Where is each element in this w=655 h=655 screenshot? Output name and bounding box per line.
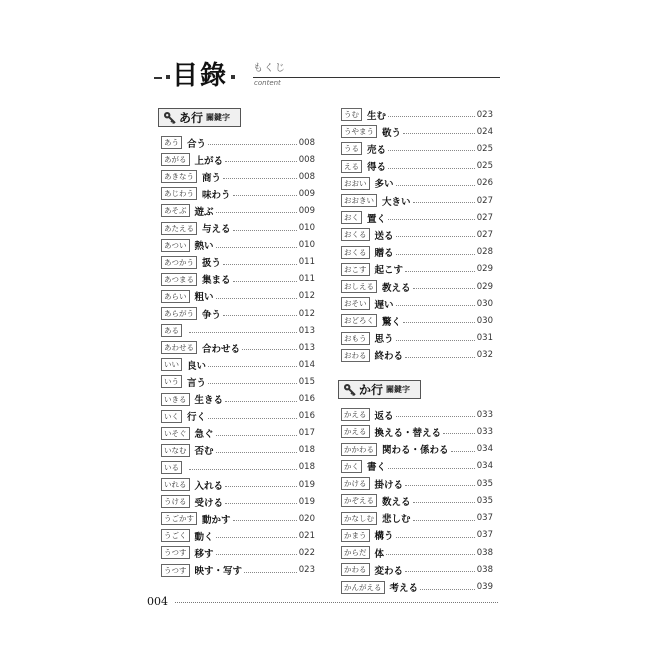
entry-reading: あじわう [161, 187, 197, 200]
entry-page: 018 [298, 462, 315, 473]
toc-entry[interactable] [341, 296, 493, 311]
entry-word: 遅い [374, 299, 394, 311]
dot-leader [208, 418, 297, 419]
entry-page: 009 [298, 205, 315, 216]
dot-leader [413, 502, 475, 503]
entry-reading: うつす [161, 564, 190, 577]
dot-leader [225, 486, 297, 487]
entry-page: 026 [476, 178, 493, 189]
toc-entry[interactable] [341, 528, 493, 543]
dot-leader [451, 451, 475, 452]
entry-word: 生きる [194, 395, 224, 406]
entry-page: 011 [298, 274, 315, 285]
entry-reading: あつまる [161, 273, 197, 286]
entry-reading: あう [161, 136, 182, 149]
entry-page: 016 [298, 411, 315, 422]
entry-word: 置く [367, 213, 387, 225]
section-label: か行 [359, 383, 384, 397]
entry-reading: からだ [341, 546, 370, 559]
entry-word: 関わる・係わる [382, 445, 449, 456]
entry-page: 009 [298, 188, 315, 199]
dot-leader [223, 178, 297, 179]
entry-word: 贈る [374, 248, 394, 260]
entry-word: 合う [187, 138, 207, 150]
entry-reading: える [341, 160, 362, 173]
dot-leader [233, 281, 297, 282]
entry-word: 返る [374, 410, 394, 422]
toc-entry[interactable] [161, 306, 315, 321]
entry-reading: いう [161, 375, 182, 388]
toc-entry[interactable] [161, 528, 315, 543]
dot-leader [216, 537, 297, 538]
entry-word: 売る [367, 144, 387, 156]
dot-leader [242, 349, 297, 350]
entry-word: 遊ぶ [194, 206, 214, 218]
entry-reading: うける [161, 495, 190, 508]
entry-word: 合わせる [202, 343, 241, 355]
entry-reading: あつかう [161, 256, 197, 269]
toc-entry[interactable] [161, 186, 315, 201]
toc-entry[interactable] [161, 203, 315, 218]
dot-leader [233, 195, 297, 196]
entry-reading: かまう [341, 529, 370, 542]
toc-entry[interactable] [161, 392, 315, 407]
entry-word: 掛ける [374, 479, 404, 491]
toc-entry[interactable] [341, 124, 493, 139]
entry-reading: かえる [341, 408, 370, 421]
entry-word: 送る [374, 230, 394, 242]
entry-page: 008 [298, 154, 315, 165]
toc-entry[interactable] [161, 221, 315, 236]
entry-page: 028 [476, 247, 493, 258]
entry-reading: おしえる [341, 280, 377, 293]
toc-entry[interactable] [341, 210, 493, 225]
header-dash [154, 77, 162, 79]
toc-entry[interactable] [341, 107, 493, 122]
toc-entry[interactable] [341, 407, 493, 422]
header-rule [253, 77, 500, 78]
dot-leader [223, 315, 297, 316]
entry-word: 味わう [202, 189, 231, 201]
dot-leader [225, 161, 297, 162]
toc-entry[interactable] [341, 159, 493, 174]
toc-entry[interactable] [341, 562, 493, 577]
dot-leader [403, 133, 475, 134]
toc-entry[interactable] [161, 460, 315, 475]
dot-leader [405, 357, 475, 358]
toc-entry[interactable] [161, 323, 315, 338]
entry-word: 生む [367, 110, 387, 122]
toc-entry[interactable] [161, 494, 315, 509]
dot-leader [396, 254, 475, 255]
toc-entry[interactable] [341, 227, 493, 242]
footer-rule [175, 602, 498, 603]
dot-leader [420, 589, 475, 590]
dot-leader [208, 366, 297, 367]
dot-leader [405, 485, 475, 486]
dot-leader [223, 264, 297, 265]
dot-leader [388, 116, 475, 117]
entry-page: 008 [298, 171, 315, 182]
dot-leader [386, 554, 475, 555]
toc-entry[interactable] [161, 255, 315, 270]
entry-page: 010 [298, 240, 315, 251]
entry-reading: あそぶ [161, 204, 190, 217]
entry-page: 037 [476, 530, 493, 541]
entry-word: 多い [374, 179, 394, 191]
entry-page: 016 [298, 394, 315, 404]
toc-entry[interactable] [341, 245, 493, 260]
toc-entry[interactable] [161, 426, 315, 441]
entry-reading: あがる [161, 153, 190, 166]
entry-word: 争う [202, 309, 222, 321]
toc-entry[interactable] [161, 563, 315, 578]
entry-page: 029 [476, 281, 493, 292]
toc-entry[interactable] [341, 193, 493, 208]
toc-entry[interactable] [161, 545, 315, 560]
entry-word: 悲しむ [382, 514, 411, 525]
dot-leader [216, 554, 297, 555]
entry-word: 移す [194, 548, 214, 560]
entry-page: 037 [476, 513, 493, 523]
toc-entry[interactable] [161, 272, 315, 287]
entry-page: 038 [476, 564, 493, 575]
dot-leader [405, 571, 475, 572]
entry-reading: かえる [341, 425, 370, 438]
toc-entry[interactable] [341, 313, 493, 328]
entry-page: 038 [476, 547, 493, 558]
entry-reading: いそぐ [161, 427, 190, 440]
entry-page: 030 [476, 298, 493, 309]
dot-leader [216, 435, 297, 436]
toc-entry[interactable] [161, 357, 315, 372]
entry-word: 得る [367, 162, 387, 174]
toc-entry[interactable] [341, 459, 493, 474]
dot-leader [396, 537, 475, 538]
entry-reading: いきる [161, 393, 190, 406]
entry-page: 033 [476, 409, 493, 420]
dot-leader [388, 468, 475, 469]
entry-page: 033 [476, 426, 493, 437]
dot-leader [216, 298, 297, 299]
dot-leader [405, 271, 475, 272]
entry-reading: かわる [341, 563, 370, 576]
entry-reading: おく [341, 211, 362, 224]
entry-word: 数える [382, 496, 411, 508]
entry-reading: ある [161, 324, 182, 337]
entry-reading: うごく [161, 529, 190, 542]
entry-reading: おどろく [341, 314, 377, 327]
dot-leader [413, 202, 475, 203]
entry-word: 敬う [382, 127, 402, 139]
key-icon [163, 111, 176, 124]
entry-reading: あたえる [161, 222, 197, 235]
entry-word: 上がる [194, 155, 224, 167]
entry-page: 039 [476, 582, 493, 592]
dot-leader [225, 503, 297, 504]
entry-page: 027 [476, 212, 493, 223]
toc-entry[interactable] [161, 511, 315, 526]
entry-page: 025 [476, 143, 493, 154]
dot-leader [233, 520, 297, 521]
dot-leader [388, 150, 475, 151]
entry-page: 023 [476, 109, 493, 120]
entry-word: 良い [187, 360, 207, 372]
entry-page: 018 [298, 445, 315, 456]
toc-entry[interactable] [341, 442, 493, 457]
key-icon [343, 383, 356, 396]
entry-page: 020 [298, 513, 315, 524]
dot-leader [189, 332, 297, 333]
entry-word: 教える [382, 282, 411, 294]
header-dot [166, 75, 170, 79]
entry-page: 031 [476, 333, 493, 344]
entry-page: 030 [476, 315, 493, 326]
toc-entry[interactable] [341, 476, 493, 491]
toc-entry[interactable] [341, 141, 493, 156]
entry-reading: おくる [341, 246, 370, 259]
entry-reading: あつい [161, 239, 190, 252]
entry-reading: おそい [341, 297, 370, 310]
entry-word: 換える・替える [374, 427, 442, 439]
entry-word: 大きい [382, 196, 411, 208]
entry-page: 011 [298, 257, 315, 268]
entry-word: 受ける [194, 497, 224, 509]
toc-entry[interactable] [161, 477, 315, 492]
entry-page: 034 [476, 444, 493, 454]
section-sublabel: 關鍵字 [206, 113, 231, 122]
dot-leader [233, 230, 297, 231]
entry-page: 027 [476, 229, 493, 240]
toc-entry[interactable] [161, 443, 315, 458]
entry-reading: あきなう [161, 170, 197, 183]
entry-word: 起こす [374, 265, 404, 277]
entry-reading: あわせる [161, 341, 197, 354]
entry-page: 024 [476, 126, 493, 137]
page-title: 目錄 [172, 61, 229, 91]
entry-word: 動く [194, 531, 214, 543]
entry-page: 023 [298, 565, 315, 575]
entry-page: 029 [476, 264, 493, 275]
toc-entry[interactable] [341, 493, 493, 508]
entry-word: 動かす [202, 514, 231, 526]
entry-word: 集まる [202, 275, 231, 287]
toc-entry[interactable] [161, 152, 315, 167]
toc-entry[interactable] [341, 424, 493, 439]
entry-reading: うる [341, 142, 362, 155]
dot-leader [403, 322, 475, 323]
entry-word: 変わる [374, 565, 404, 577]
title-reading: もくじ [253, 63, 286, 74]
section-label: あ行 [179, 111, 204, 125]
entry-page: 032 [476, 350, 493, 361]
entry-page: 019 [298, 496, 315, 507]
entry-reading: うつす [161, 546, 190, 559]
title-subtitle: content [254, 79, 281, 87]
dot-leader [216, 452, 297, 453]
entry-word: 扱う [202, 258, 222, 270]
toc-entry[interactable] [161, 289, 315, 304]
entry-word: 急ぐ [194, 429, 214, 441]
toc-entry[interactable] [341, 279, 493, 294]
entry-word: 行く [187, 412, 207, 424]
entry-reading: かかわる [341, 443, 377, 456]
entry-page: 015 [298, 376, 315, 387]
toc-entry[interactable] [161, 169, 315, 184]
dot-leader [216, 247, 297, 248]
entry-page: 013 [298, 342, 315, 353]
dot-leader [388, 219, 475, 220]
dot-leader [189, 469, 297, 470]
entry-reading: うやまう [341, 125, 377, 138]
entry-page: 017 [298, 428, 315, 439]
dot-leader [396, 185, 475, 186]
entry-page: 035 [476, 495, 493, 506]
dot-leader [396, 416, 475, 417]
entry-reading: かく [341, 460, 362, 473]
entry-reading: いく [161, 410, 182, 423]
entry-word: 入れる [194, 480, 224, 492]
entry-word: 考える [389, 583, 419, 594]
dot-leader [396, 340, 475, 341]
dot-leader [208, 144, 297, 145]
entry-page: 013 [298, 325, 315, 336]
entry-word: 映す・写す [194, 566, 243, 577]
toc-entry[interactable] [341, 262, 493, 277]
dot-leader [396, 305, 475, 306]
entry-word: 構う [374, 531, 394, 543]
dot-leader [413, 520, 475, 521]
dot-leader [208, 383, 297, 384]
dot-leader [443, 433, 475, 434]
entry-page: 021 [298, 530, 315, 541]
section-header-a-row [158, 108, 241, 127]
toc-header [154, 58, 500, 96]
toc-entry[interactable] [341, 511, 493, 526]
entry-reading: かぞえる [341, 494, 377, 507]
entry-word: 否む [194, 446, 214, 458]
entry-reading: おくる [341, 228, 370, 241]
entry-reading: うごかす [161, 512, 197, 525]
section-header-ka-row [338, 380, 421, 399]
entry-reading: かなしむ [341, 512, 377, 525]
entry-page: 010 [298, 223, 315, 233]
entry-reading: あらがう [161, 307, 197, 320]
entry-reading: かける [341, 477, 370, 490]
entry-reading: いなむ [161, 444, 190, 457]
entry-reading: いれる [161, 478, 190, 491]
entry-reading: うむ [341, 108, 362, 121]
toc-entry[interactable] [341, 331, 493, 346]
toc-entry[interactable] [341, 545, 493, 560]
dot-leader [216, 212, 297, 213]
entry-page: 014 [298, 359, 315, 370]
entry-page: 012 [298, 308, 315, 319]
page-number: 004 [147, 595, 168, 608]
entry-word: 熱い [194, 241, 214, 253]
entry-word: 粗い [194, 292, 214, 304]
dot-leader [244, 572, 297, 573]
entry-reading: いい [161, 358, 182, 371]
header-dot [231, 75, 235, 79]
toc-entry[interactable] [161, 135, 315, 150]
entry-reading: おおきい [341, 194, 377, 207]
entry-page: 027 [476, 195, 493, 206]
entry-word: 書く [367, 462, 387, 474]
toc-entry[interactable] [341, 176, 493, 191]
toc-entry[interactable] [161, 374, 315, 389]
entry-reading: おもう [341, 332, 370, 345]
entry-page: 008 [298, 137, 315, 148]
entry-page: 012 [298, 291, 315, 302]
toc-entry[interactable] [161, 409, 315, 424]
section-sublabel: 關鍵字 [386, 385, 411, 394]
entry-reading: おわる [341, 349, 370, 362]
entry-page: 035 [476, 478, 493, 489]
entry-reading: いる [161, 461, 182, 474]
entry-word: 思う [374, 334, 394, 346]
entry-word: 与える [202, 224, 231, 235]
toc-entry[interactable] [161, 238, 315, 253]
dot-leader [413, 288, 475, 289]
entry-page: 019 [298, 479, 315, 490]
entry-page: 022 [298, 547, 315, 558]
entry-word: 言う [187, 377, 207, 389]
entry-word: 驚く [382, 316, 402, 328]
entry-word: 商う [202, 172, 222, 184]
entry-reading: かんがえる [341, 581, 385, 594]
entry-page: 025 [476, 161, 493, 172]
toc-entry[interactable] [341, 348, 493, 363]
toc-entry[interactable] [161, 340, 315, 355]
dot-leader [225, 401, 297, 402]
entry-word: 体 [374, 548, 385, 560]
entry-reading: あらい [161, 290, 190, 303]
dot-leader [388, 168, 475, 169]
entry-word: 終わる [374, 351, 404, 363]
toc-entry[interactable] [341, 580, 493, 595]
dot-leader [396, 236, 475, 237]
entry-reading: おおい [341, 177, 370, 190]
entry-page: 034 [476, 461, 493, 472]
entry-reading: おこす [341, 263, 370, 276]
